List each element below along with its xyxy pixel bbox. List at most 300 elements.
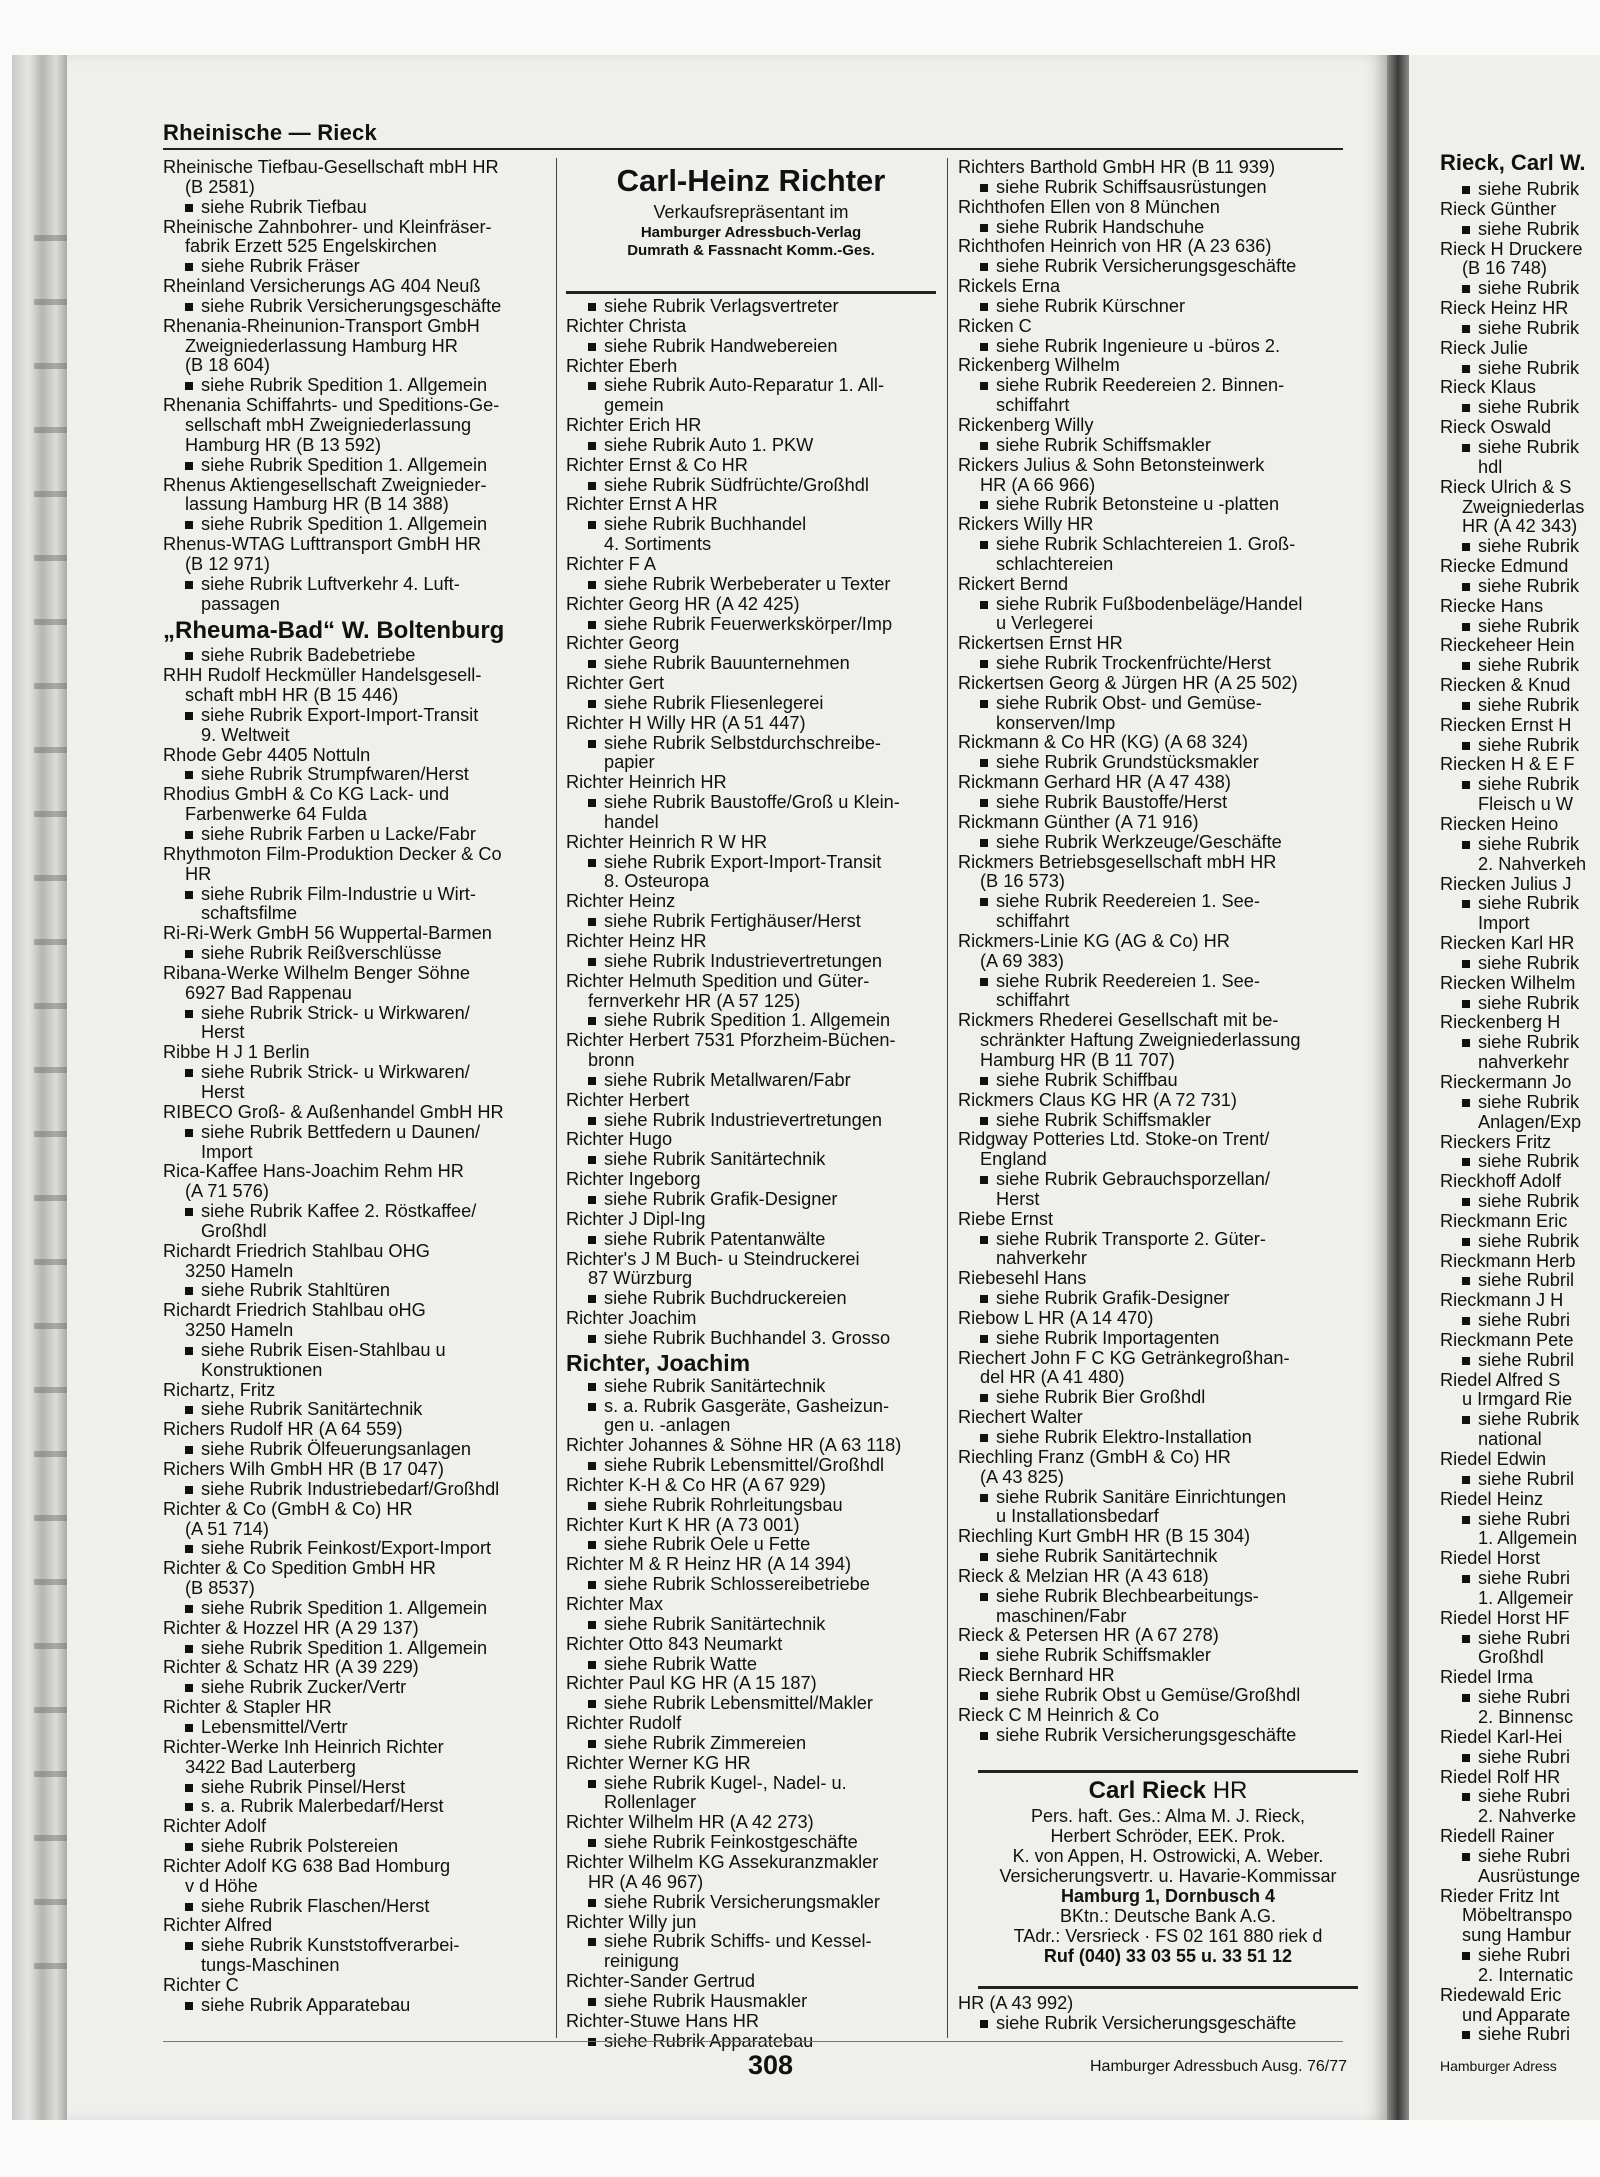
rubric-reference [163, 1123, 551, 1143]
listing-entry: Riedel Karl-Hei [1440, 1726, 1563, 1747]
rubric-text: siehe Rubrik Stahltüren [201, 1280, 391, 1301]
rubric-text: siehe Rubrik Versicherungsgeschäfte [201, 295, 502, 316]
listing-entry: Rhodius GmbH & Co KG Lack- und [163, 784, 450, 805]
rubric-text: siehe Rubrik Spedition 1. Allgemein [201, 375, 488, 396]
rubric-text: siehe Rubrik Kürschner [996, 295, 1186, 316]
square-bullet-icon [185, 462, 193, 470]
square-bullet-icon [185, 581, 193, 589]
rubric-text: siehe Rubrik Sanitärtechnik [604, 1375, 826, 1396]
rubric-reference [958, 1686, 1358, 1706]
listing-entry: Rieck Heinz HR [1440, 298, 1569, 319]
listing-entry: Riecken Ernst H [1440, 714, 1572, 735]
rubric-text: siehe Rubrik Kugel-, Nadel- u. [604, 1772, 847, 1793]
square-bullet-icon [588, 1621, 596, 1629]
listing-entry: Riecken Wilhelm [1440, 972, 1576, 993]
listing-entry: Richter Ernst & Co HR [566, 454, 748, 475]
listing-entry: Rhenus-WTAG Lufttransport GmbH HR [163, 534, 482, 555]
listing-continuation: 2. Nahverkeh [1478, 853, 1587, 874]
rubric-text: siehe Rubrik [1478, 436, 1580, 457]
listing-entry: Riecken H & E F [1440, 754, 1575, 775]
rubric-reference [566, 1774, 936, 1794]
listing-entry: Riecken Karl HR [1440, 933, 1575, 954]
square-bullet-icon [588, 1899, 596, 1907]
listing-entry: Richter & Stapler HR [163, 1697, 332, 1718]
listing-entry: Riechling Franz (GmbH & Co) HR [958, 1446, 1231, 1467]
listing-entry: Richter-Sander Gertrud [566, 1971, 756, 1992]
listing-entry: Richter Heinrich R W HR [566, 831, 768, 852]
listing-entry: Richter Herbert 7531 Pforzheim-Büchen- [566, 1030, 896, 1051]
listing-entry: Rhythmoton Film-Produktion Decker & Co [163, 843, 502, 864]
listing-continuation: HR (A 66 966) [980, 474, 1096, 495]
rubric-reference [1440, 954, 1600, 974]
listing-continuation: Hamburg HR (B 11 707) [980, 1049, 1175, 1070]
listing-entry: Richter Eberh [566, 355, 678, 376]
square-bullet-icon [980, 1593, 988, 1601]
listing-continuation: nahverkehr [1478, 1052, 1569, 1073]
square-bullet-icon [980, 1236, 988, 1244]
listing-entry: Richter & Schatz HR (A 39 229) [163, 1657, 419, 1678]
listing-continuation: gen u. -anlagen [604, 1415, 731, 1436]
rubric-text: siehe Rubrik [1478, 952, 1580, 973]
rubric-reference [958, 753, 1358, 773]
listing-entry: Rheinland Versicherungs AG 404 Neuß [163, 276, 481, 297]
listing-entry: Richter Heinz HR [566, 931, 707, 951]
listing-entry: Richardt Friedrich Stahlbau oHG [163, 1300, 426, 1321]
listing-continuation: sung Hambur [1462, 1925, 1572, 1946]
square-bullet-icon [980, 1295, 988, 1303]
rubric-reference [163, 1480, 551, 1500]
square-bullet-icon [1462, 543, 1470, 551]
rubric-reference [1440, 1033, 1600, 1053]
rubric-text: siehe Rubrik [1478, 655, 1580, 676]
square-bullet-icon [1462, 1476, 1470, 1484]
listing-continuation: Herst [201, 1022, 245, 1043]
listing-entry: Ribbe H J 1 Berlin [163, 1042, 310, 1063]
rubric-reference [163, 646, 551, 666]
rubric-reference [1440, 279, 1600, 299]
rubric-text: siehe Rubrik [1478, 774, 1580, 795]
listing-continuation: schaft mbH HR (B 15 446) [185, 685, 399, 706]
listing-entry: Rieck Klaus [1440, 377, 1537, 398]
rubric-text: siehe Rubrik Gebrauchsporzellan/ [996, 1169, 1270, 1190]
rubric-reference [566, 337, 936, 357]
rubric-text: siehe Rubrik Buchhandel 3. Grosso [604, 1327, 891, 1348]
square-bullet-icon [1462, 1635, 1470, 1643]
square-bullet-icon [185, 263, 193, 271]
square-bullet-icon [185, 1486, 193, 1494]
rubric-reference [163, 885, 551, 905]
square-bullet-icon [980, 541, 988, 549]
rubric-reference [1440, 1847, 1600, 1867]
rubric-reference [1440, 696, 1600, 716]
listing-entry: Rieckmann Herb [1440, 1250, 1576, 1271]
book-spine [12, 55, 67, 2120]
listing-continuation: 2. Nahverke [1478, 1806, 1577, 1827]
square-bullet-icon [1462, 1099, 1470, 1107]
rubric-reference [566, 654, 936, 674]
rubric-text: siehe Rubrik Reißverschlüsse [201, 943, 442, 964]
listing-continuation: tungs-Maschinen [201, 1955, 340, 1976]
rubric-text: siehe Rubrik Fräser [201, 256, 360, 277]
listing-continuation: passagen [201, 593, 280, 614]
rubric-reference [1440, 1470, 1600, 1490]
listing-entry: Richter Hugo [566, 1129, 673, 1150]
listing-continuation: Ausrüstunge [1478, 1865, 1581, 1886]
rubric-text: siehe Rubrik Apparatebau [604, 2030, 814, 2051]
listing-entry: Richter Rudolf [566, 1713, 682, 1734]
listing-entry: Richter Werner KG HR [566, 1752, 751, 1773]
listing-entry: Rhenania-Rheinunion-Transport GmbH [163, 315, 480, 336]
listing-entry: Richter Paul KG HR (A 15 187) [566, 1673, 817, 1694]
rubric-text: siehe Rubrik [1478, 734, 1580, 755]
square-bullet-icon [1462, 285, 1470, 293]
running-header [163, 118, 1343, 150]
listing-entry: Richter J Dipl-Ing [566, 1208, 706, 1229]
listing-entry: Rickenberg Willy [958, 414, 1094, 435]
rubric-reference [163, 1678, 551, 1698]
square-bullet-icon [980, 263, 988, 271]
square-bullet-icon [980, 1077, 988, 1085]
rubric-reference [958, 1170, 1358, 1190]
square-bullet-icon [185, 712, 193, 720]
rubric-reference [1440, 1232, 1600, 1252]
rubric-text: siehe Rubrik Grafik-Designer [604, 1188, 838, 1209]
square-bullet-icon [185, 1347, 193, 1355]
listing-entry: Rica-Kaffee Hans-Joachim Rehm HR [163, 1161, 464, 1182]
square-bullet-icon [980, 978, 988, 986]
ad-title: Carl-Heinz Richter [616, 163, 886, 198]
square-bullet-icon [588, 1236, 596, 1244]
page-number: 308 [748, 2050, 794, 2080]
rubric-reference [566, 734, 936, 754]
rubric-reference [163, 1599, 551, 1619]
listing-entry: Rhenania Schiffahrts- und Speditions-Ge- [163, 395, 500, 416]
square-bullet-icon [980, 501, 988, 509]
rubric-text: siehe Rubrik Industrievertretungen [604, 1109, 883, 1130]
square-bullet-icon [980, 2020, 988, 2028]
listing-entry: Rickers Julius & Sohn Betonsteinwerk [958, 454, 1265, 475]
square-bullet-icon [185, 652, 193, 660]
rubric-text: siehe Rubrik Werkzeuge/Geschäfte [996, 831, 1282, 852]
rubric-text: siehe Rubrik Obst u Gemüse/Großhdl [996, 1684, 1301, 1705]
square-bullet-icon [980, 1494, 988, 1502]
listing-entry: HR (A 43 992) [958, 1993, 1074, 2013]
rubric-text: siehe Rubrik Hausmakler [604, 1990, 808, 2011]
listing-entry: Rieck H Druckere [1440, 238, 1583, 259]
rubric-text: siehe Rubrik Oele u Fette [604, 1534, 811, 1555]
square-bullet-icon [980, 1652, 988, 1660]
carl-rieck-name: Carl Rieck [1088, 1777, 1207, 1804]
square-bullet-icon [588, 382, 596, 390]
rubric-text: siehe Rubri [1478, 1687, 1570, 1708]
square-bullet-icon [980, 1692, 988, 1700]
rubric-text: siehe Rubrik Eisen-Stahlbau u [201, 1339, 446, 1360]
rubric-reference [566, 1190, 936, 1210]
rubric-reference [958, 376, 1358, 396]
listing-entry: Richers Wilh GmbH HR (B 17 047) [163, 1459, 444, 1479]
rubric-text: siehe Rubrik Luftverkehr 4. Luft- [201, 573, 460, 594]
rubric-reference [163, 575, 551, 595]
listing-entry: Rieder Fritz Int [1440, 1885, 1560, 1906]
square-bullet-icon [185, 1843, 193, 1851]
listing-entry: Rheinische Tiefbau-Gesellschaft mbH HR [163, 157, 499, 177]
listing-continuation: 2. Binnensc [1478, 1706, 1574, 1727]
rubric-text: siehe Rubrik Grafik-Designer [996, 1288, 1230, 1309]
rubric-text: siehe Rubrik Strick- u Wirkwaren/ [201, 1002, 470, 1023]
square-bullet-icon [1462, 1754, 1470, 1762]
listing-entry: Rhode Gebr 4405 Nottuln [163, 744, 371, 765]
rubric-reference [163, 1202, 551, 1222]
rubric-text: siehe Rubrik [1478, 1151, 1580, 1172]
listing-entry: Rieckermann Jo [1440, 1071, 1572, 1092]
rubric-reference [566, 476, 936, 496]
square-bullet-icon [588, 1462, 596, 1470]
listing-continuation: fabrik Erzett 525 Engelskirchen [185, 236, 437, 257]
rubric-reference [1440, 1152, 1600, 1172]
square-bullet-icon [588, 1780, 596, 1788]
carl-line-8: Ruf (040) 33 03 55 u. 33 51 12 [1043, 1946, 1293, 1966]
carl-line-3: K. von Appen, H. Ostrowicki, A. Weber. [1012, 1846, 1324, 1866]
listing-entry: Richter Alfred [163, 1915, 273, 1936]
rubric-text: siehe Rubrik Transporte 2. Güter- [996, 1228, 1266, 1249]
square-bullet-icon [1462, 1516, 1470, 1524]
listing-entry: Rickmers-Linie KG (AG & Co) HR [958, 930, 1230, 951]
rubric-text: siehe Rubrik [1478, 575, 1580, 596]
rubric-text: siehe Rubrik Schlachtereien 1. Groß- [996, 534, 1296, 555]
square-bullet-icon [185, 2002, 193, 2010]
square-bullet-icon [588, 521, 596, 529]
rubric-text: siehe Rubrik Fertighäuser/Herst [604, 911, 861, 932]
listing-entry: Ricken C [958, 315, 1032, 336]
rubric-reference [1440, 220, 1600, 240]
rubric-text: siehe Rubrik Baustoffe/Groß u Klein- [604, 792, 900, 813]
rubric-text: siehe Rubrik Apparatebau [201, 1994, 411, 2015]
listing-continuation: 1. Allgemein [1478, 1528, 1578, 1549]
listing-entry: Ridgway Potteries Ltd. Stoke-on Trent/ [958, 1129, 1270, 1150]
carl-line-4: Versicherungsvertr. u. Havarie-Kommissar [999, 1866, 1337, 1886]
rubric-reference [958, 1547, 1358, 1567]
listing-entry: Riebe Ernst [958, 1208, 1054, 1229]
square-bullet-icon [588, 1156, 596, 1164]
page-gutter [1387, 55, 1409, 2120]
rubric-reference [1440, 398, 1600, 418]
listing-entry: Richter Joachim [566, 1308, 697, 1329]
rubric-reference [958, 1726, 1358, 1746]
rubric-text: siehe Rubrik Schiffbau [996, 1069, 1178, 1090]
rubric-reference [163, 1639, 551, 1659]
rubric-text: siehe Rubrik Spedition 1. Allgemein [201, 1637, 488, 1658]
rubric-text: siehe Rubrik Strick- u Wirkwaren/ [201, 1062, 470, 1083]
square-bullet-icon [185, 382, 193, 390]
rubric-text: siehe Rubrik Buchhandel [604, 514, 807, 535]
rubric-text: siehe Rubrik Spedition 1. Allgemein [604, 1010, 891, 1031]
square-bullet-icon [1462, 1039, 1470, 1047]
rubric-reference [1440, 1351, 1600, 1371]
square-bullet-icon [588, 1839, 596, 1847]
rubric-text: siehe Rubrik Zimmereien [604, 1732, 807, 1753]
rubric-reference [163, 1440, 551, 1460]
listing-entry: Riechert Walter [958, 1407, 1083, 1428]
square-bullet-icon [980, 660, 988, 668]
listing-entry: Richter Adolf KG 638 Bad Homburg [163, 1855, 451, 1876]
listing-continuation: (A 51 714) [185, 1518, 269, 1539]
listing-entry: Riecken & Knud [1440, 675, 1571, 696]
carl-rieck-title [978, 1776, 1358, 1806]
listing-entry: Richthofen Heinrich von HR (A 23 636) [958, 236, 1272, 257]
rubric-text: siehe Rubrik Export-Import-Transit [201, 704, 479, 725]
rubric-text: siehe Rubrik Buchdruckereien [604, 1288, 847, 1309]
square-bullet-icon [1462, 1198, 1470, 1206]
square-bullet-icon [185, 1010, 193, 1018]
rubric-reference [566, 1694, 936, 1714]
listing-entry: RHH Rudolf Heckmüller Handelsgesell- [163, 665, 482, 686]
listing-entry: Rieck Günther [1440, 198, 1557, 219]
rubric-text: siehe Rubri [1478, 1845, 1570, 1866]
rubric-reference [566, 1456, 936, 1476]
listing-entry: Rieck C M Heinrich & Co [958, 1704, 1160, 1725]
listing-entry: Richter Johannes & Söhne HR (A 63 118) [566, 1435, 902, 1456]
listing-entry: Riedel Irma [1440, 1667, 1533, 1688]
rubric-reference [163, 198, 551, 218]
listing-continuation: Anlagen/Exp [1478, 1111, 1582, 1132]
rubric-reference [1440, 1569, 1600, 1589]
listing-entry: Richter-Stuwe Hans HR [566, 2010, 760, 2031]
listing-entry: Rieck Bernhard HR [958, 1665, 1115, 1686]
listing-continuation: Farbenwerke 64 Fulda [185, 804, 367, 825]
square-bullet-icon [185, 1784, 193, 1792]
square-bullet-icon [1462, 2031, 1470, 2039]
rubric-text: siehe Rubrik Handwebereien [604, 335, 838, 356]
listing-continuation: Konstruktionen [201, 1359, 323, 1380]
rubric-text: siehe Rubrik Kaffee 2. Röstkaffee/ [201, 1201, 477, 1222]
rubric-text: siehe Rubrik Flaschen/Herst [201, 1895, 430, 1916]
rubric-text: siehe Rubrik Film-Industrie u Wirt- [201, 883, 476, 904]
rubric-reference [566, 1992, 936, 2012]
listing-entry: Richter F A [566, 553, 656, 574]
listing-entry: Rieckhoff Adolf [1440, 1171, 1561, 1192]
square-bullet-icon [1462, 226, 1470, 234]
rubric-text: siehe Rubrik Fußbodenbeläge/Handel [996, 593, 1303, 614]
rubric-reference [958, 1329, 1358, 1349]
listing-entry: Rieckers Fritz [1440, 1131, 1552, 1152]
square-bullet-icon [1462, 1952, 1470, 1960]
rubric-reference [958, 892, 1358, 912]
listing-continuation: Zweigniederlassung Hamburg HR [185, 335, 458, 356]
rubric-reference [1440, 775, 1600, 795]
carl-rieck-box [978, 1776, 1358, 1966]
listing-entry: Richter H Willy HR (A 51 447) [566, 712, 806, 733]
rubric-reference [958, 257, 1358, 277]
listing-continuation: (A 43 825) [980, 1466, 1064, 1487]
rubric-reference [163, 1004, 551, 1024]
listing-continuation: 1. Allgemeir [1478, 1587, 1574, 1608]
rubric-text: siehe Rubrik Bauunternehmen [604, 653, 850, 674]
rubric-text: siehe Rubrik [1478, 615, 1580, 636]
square-bullet-icon [588, 1661, 596, 1669]
rubric-text: siehe Rubrik Schiffsmakler [996, 434, 1211, 455]
rubric-reference [958, 1488, 1358, 1508]
listing-entry: Riedewald Eric [1440, 1984, 1562, 2005]
rubric-reference [566, 515, 936, 535]
rubric-reference [163, 765, 551, 785]
rubric-text: siehe Rubrik Blechbearbeitungs- [996, 1585, 1259, 1606]
square-bullet-icon [980, 1117, 988, 1125]
listing-column-1 [163, 158, 551, 2016]
square-bullet-icon [980, 442, 988, 450]
rubric-text: siehe Rubrik Zucker/Vertr [201, 1677, 407, 1698]
rubric-text: siehe Rubrik Tiefbau [201, 196, 367, 217]
carl-line-7: TAdr.: Versrieck · FS 02 161 880 riek d [1013, 1926, 1323, 1946]
listing-entry: Ri-Ri-Werk GmbH 56 Wuppertal-Barmen [163, 923, 492, 944]
ad-rule [566, 291, 936, 294]
listing-entry: Rieck Oswald [1440, 417, 1552, 438]
listing-continuation: (B 18 604) [185, 355, 270, 376]
rubric-reference [958, 495, 1358, 515]
rubric-reference [163, 706, 551, 726]
right-page-footer: Hamburger Adress [1440, 2058, 1557, 2074]
listing-entry: Richter Adolf [163, 1816, 267, 1837]
listing-entry: Rieck Ulrich & S [1440, 476, 1572, 497]
square-bullet-icon [980, 839, 988, 847]
listing-continuation: del HR (A 41 480) [980, 1367, 1125, 1388]
rubric-text: siehe Rubrik [1478, 992, 1580, 1013]
square-bullet-icon [185, 1803, 193, 1811]
rubric-reference [163, 1063, 551, 1083]
listing-entry: Richter & Hozzel HR (A 29 137) [163, 1617, 419, 1638]
right-page-header: Rieck, Carl W. [1440, 150, 1586, 175]
rubric-text: siehe Rubri [1478, 1508, 1570, 1529]
rubric-text: siehe Rubrik Grundstücksmakler [996, 752, 1259, 773]
listing-continuation: konserven/Imp [996, 712, 1116, 733]
square-bullet-icon [1462, 702, 1470, 710]
listing-entry: Riecke Hans [1440, 595, 1544, 616]
square-bullet-icon [588, 1541, 596, 1549]
carl-rieck-box-rule-top [978, 1770, 1358, 1773]
listing-continuation: (B 16 573) [980, 871, 1065, 892]
square-bullet-icon [1462, 841, 1470, 849]
listing-heading: Richter, Joachim [566, 1349, 751, 1376]
square-bullet-icon [1462, 1357, 1470, 1365]
ad-line-1: Verkaufsrepräsentant im [653, 202, 849, 222]
rubric-reference [163, 944, 551, 964]
square-bullet-icon [588, 581, 596, 589]
square-bullet-icon [588, 859, 596, 867]
rubric-reference [566, 575, 936, 595]
rubric-text: siehe Rubrik [1478, 179, 1580, 199]
listing-continuation: schiffahrt [996, 911, 1070, 932]
square-bullet-icon [185, 831, 193, 839]
rubric-text: siehe Rubrik Auto-Reparatur 1. All- [604, 375, 885, 396]
square-bullet-icon [185, 1208, 193, 1216]
rubric-text: siehe Rubrik [1478, 1091, 1580, 1112]
square-bullet-icon [588, 1196, 596, 1204]
listing-continuation: 87 Würzburg [588, 1268, 693, 1289]
listing-entry: Richters Barthold GmbH HR (B 11 939) [958, 157, 1276, 177]
square-bullet-icon [588, 1335, 596, 1343]
listing-entry: Richardt Friedrich Stahlbau OHG [163, 1240, 430, 1261]
listing-continuation: v d Höhe [185, 1875, 258, 1896]
rubric-text: siehe Rubrik Industrievertretungen [604, 950, 883, 971]
square-bullet-icon [588, 918, 596, 926]
rubric-text: siehe Rubrik Schiffsmakler [996, 1109, 1211, 1130]
listing-continuation: 9. Weltweit [201, 724, 290, 745]
square-bullet-icon [185, 1605, 193, 1613]
listing-entry: Rickertsen Ernst HR [958, 633, 1123, 654]
listing-entry: Ribana-Werke Wilhelm Benger Söhne [163, 962, 470, 983]
square-bullet-icon [588, 1383, 596, 1391]
rubric-text: siehe Rubril [1478, 1349, 1575, 1370]
square-bullet-icon [185, 1287, 193, 1295]
